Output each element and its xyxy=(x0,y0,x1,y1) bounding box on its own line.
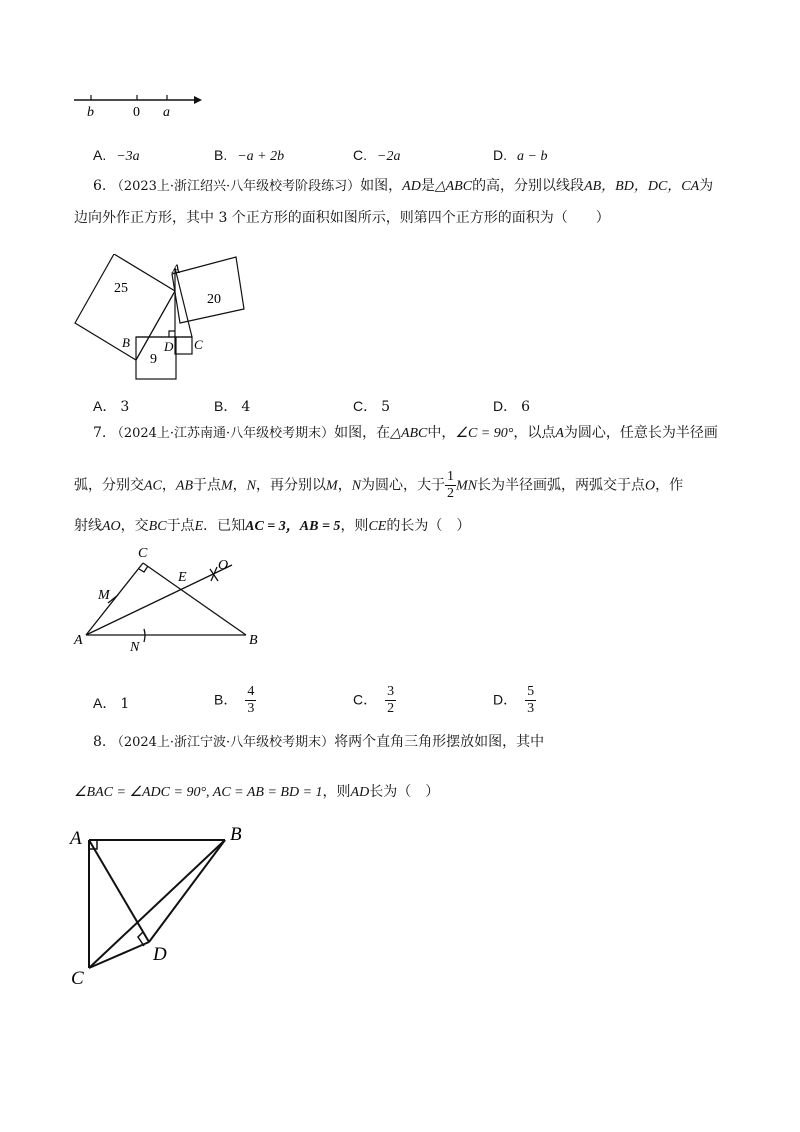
q6-option-d[interactable] xyxy=(493,396,530,416)
q8-figure xyxy=(66,820,256,988)
q7-e: E xyxy=(194,519,204,534)
vertex-c-label: C xyxy=(138,546,148,561)
q7-text: 射线 xyxy=(74,518,102,534)
option-label: A． xyxy=(93,398,117,414)
option-label: C. xyxy=(353,147,367,163)
q7-text: ，作 xyxy=(655,477,684,494)
q7-mn: MN xyxy=(456,478,478,494)
option-label: D． xyxy=(493,691,518,708)
half-fraction: $\frac{1}{2}$ xyxy=(447,469,455,501)
q5-option-b[interactable] xyxy=(214,147,284,165)
area-ac-label: 20 xyxy=(207,292,221,307)
label-zero: 0 xyxy=(133,105,140,120)
q6-figure xyxy=(72,254,247,384)
option-fraction: $\frac{4}{3}$ xyxy=(247,684,255,716)
q7-tri: △ABC xyxy=(390,426,428,441)
q7-n: N xyxy=(351,478,362,494)
number-line-figure xyxy=(70,88,210,122)
q6-number: 6. xyxy=(93,178,107,194)
point-m-label: M xyxy=(98,588,110,603)
q7-text: ，以点 xyxy=(513,425,556,441)
q7-stem-line3 xyxy=(74,517,470,536)
q8-ad: AD xyxy=(350,785,370,800)
q6-ad: AD xyxy=(402,179,421,194)
option-label: A. xyxy=(93,147,107,163)
option-value: 1 xyxy=(120,696,130,712)
q5-option-a[interactable] xyxy=(93,147,140,165)
right-angle-mark-d xyxy=(138,932,144,946)
q8-stem-line2 xyxy=(74,783,439,802)
label-b: b xyxy=(87,105,94,120)
q7-o: O xyxy=(645,478,656,494)
number-line-arrow xyxy=(194,96,202,104)
vertex-a-label: A xyxy=(70,828,82,849)
q7-text: 于点 xyxy=(193,477,221,494)
q7-point-a: A xyxy=(555,426,564,441)
q8-condition: ∠BAC = ∠ADC = 90°, AC = AB = BD = 1 xyxy=(74,785,323,800)
q7-text: 中， xyxy=(427,425,456,441)
q7-text: 于点 xyxy=(166,518,195,534)
q6-source: （2023上·浙江绍兴·八年级校考阶段练习） xyxy=(110,179,361,194)
q7-text: ，则 xyxy=(340,518,369,534)
vertex-b-label: B xyxy=(230,824,242,845)
option-fraction: $\frac{3}{2}$ xyxy=(387,684,395,716)
q7-m: M xyxy=(221,478,233,494)
option-value: 5 xyxy=(381,399,391,415)
q7-text: 如图，在 xyxy=(334,425,391,441)
option-fraction: $\frac{5}{3}$ xyxy=(527,684,535,716)
option-label: B． xyxy=(214,398,238,414)
option-label: D． xyxy=(493,398,518,414)
q6-text: 的高，分别以线段 xyxy=(472,178,585,194)
q7-text: 长为半径画弧，两弧交于点 xyxy=(477,477,646,494)
point-o-label: O xyxy=(218,558,229,573)
option-value: 3 xyxy=(120,399,130,415)
q7-figure xyxy=(72,543,272,655)
q6-stem-line2 xyxy=(74,209,610,227)
q7-source: （2024上·江苏南通·八年级校考期末） xyxy=(110,426,335,441)
q7-comma: ， xyxy=(337,477,352,494)
option-label: C． xyxy=(353,398,378,414)
q8-source: （2024上·浙江宁波·八年级校考期末） xyxy=(110,735,335,750)
q7-stem-line1 xyxy=(93,424,718,443)
q8-text: 将两个直角三角形摆放如图，其中 xyxy=(334,734,545,750)
q7-option-d[interactable] xyxy=(493,684,536,717)
q8-text: ，则 xyxy=(322,784,351,800)
vertex-a-label: A xyxy=(74,633,83,648)
q6-tri: △ABC xyxy=(434,179,473,194)
q7-angle: ∠C = 90° xyxy=(455,426,514,441)
q7-option-c[interactable] xyxy=(353,684,396,717)
q7-ao: AO xyxy=(102,519,121,534)
label-a: a xyxy=(163,105,170,120)
q7-bc: BC xyxy=(148,519,167,534)
option-value: a − b xyxy=(517,149,548,164)
option-label: A． xyxy=(93,695,117,711)
q7-given-ab: AB = 5 xyxy=(299,519,341,534)
vertex-c-label: C xyxy=(194,337,203,352)
vertex-c-label: C xyxy=(71,968,84,988)
q7-option-a[interactable] xyxy=(93,693,129,713)
option-label: B. xyxy=(214,147,228,163)
q7-text: 的长为（ ） xyxy=(386,518,471,534)
q6-segments: AB，BD，DC，CA xyxy=(584,179,700,194)
option-value: −3a xyxy=(116,149,140,164)
q7-text: ，再分别以 xyxy=(256,477,327,494)
area-ab-label: 25 xyxy=(114,281,128,296)
q7-stem-line2 xyxy=(74,469,683,502)
q7-ab: AB xyxy=(175,478,193,494)
q7-given-ac: AC = 3， xyxy=(245,519,300,534)
q7-ac: AC xyxy=(144,478,162,494)
q6-is: 是 xyxy=(420,178,435,194)
q7-comma: ， xyxy=(161,477,176,494)
point-e-label: E xyxy=(178,570,187,585)
segment-bd xyxy=(149,840,225,942)
point-n-label: N xyxy=(130,640,140,655)
q5-option-c[interactable] xyxy=(353,147,400,165)
q8-text: 长为（ ） xyxy=(369,784,440,800)
q7-m: M xyxy=(326,478,338,494)
q6-text: 边向外作正方形，其中 3 个正方形的面积如图所示，则第四个正方形的面积为（ ） xyxy=(74,210,610,226)
side-ac xyxy=(86,563,143,635)
vertex-b-label: B xyxy=(249,633,258,648)
q7-text: ，交 xyxy=(120,518,149,534)
q7-text: ．已知 xyxy=(203,518,246,534)
segment-ad xyxy=(89,840,149,942)
q7-text: 弧，分别交 xyxy=(74,477,144,494)
option-label: D. xyxy=(493,147,507,163)
q7-comma: ， xyxy=(232,477,247,494)
vertex-b-label: B xyxy=(122,335,130,350)
segment-cd xyxy=(89,942,149,968)
vertex-d-label: D xyxy=(153,944,167,965)
square-dc xyxy=(175,337,192,354)
triangle-ac xyxy=(175,268,192,337)
side-cb xyxy=(143,563,246,635)
q6-stem-line1 xyxy=(93,177,713,196)
q6-option-c[interactable] xyxy=(353,396,390,416)
q6-option-b[interactable] xyxy=(214,396,250,416)
q7-text: 为圆心，任意长为半径画 xyxy=(563,425,718,441)
q7-n: N xyxy=(246,478,257,494)
option-value: 6 xyxy=(521,399,531,415)
area-bd-label: 9 xyxy=(150,352,157,367)
q7-text: 为圆心，大于 xyxy=(361,477,446,494)
q6-option-a[interactable] xyxy=(93,396,129,416)
q6-text: 为 xyxy=(699,178,714,194)
option-value: −2a xyxy=(377,149,401,164)
vertex-d-label: D xyxy=(164,339,174,354)
q7-number: 7. xyxy=(93,425,107,441)
q6-text: 如图， xyxy=(360,178,403,194)
option-label: C． xyxy=(353,691,378,708)
option-label: B． xyxy=(214,691,238,708)
q8-stem-line1 xyxy=(93,733,544,752)
option-value: −a + 2b xyxy=(237,149,285,164)
vertex-a-label: A xyxy=(172,261,180,276)
q7-option-b[interactable] xyxy=(214,684,256,717)
q8-number: 8. xyxy=(93,734,107,750)
q7-ce: CE xyxy=(368,519,387,534)
q5-option-d[interactable] xyxy=(493,147,547,165)
square-ac xyxy=(172,257,244,323)
right-angle-mark xyxy=(169,331,175,337)
option-value: 4 xyxy=(241,399,251,415)
